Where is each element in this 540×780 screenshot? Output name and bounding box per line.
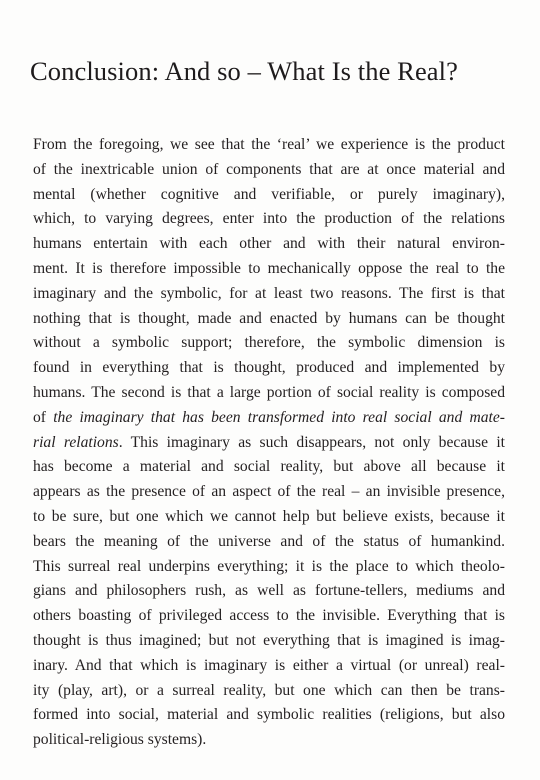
italic-phrase: the imaginary that has been transformed into real social and mate- <box>53 408 505 426</box>
paragraph-line: ment. It is therefore impossible to mechanically oppose the real to the <box>33 259 505 277</box>
paragraph-line: others boasting of privileged access to the invisible. Everything that is <box>33 607 505 625</box>
paragraph-line: bears the meaning of the universe and of the status of humankind. <box>33 532 505 550</box>
paragraph-line: which, to varying degrees, enter into the production of the relations <box>33 210 505 228</box>
paragraph-line: thought is thus imagined; but not everything that is imagined is imag- <box>33 631 505 649</box>
paragraph-line: humans. The second is that a large portion of social reality is composed <box>33 383 505 401</box>
paragraph-line: humans entertain with each other and with their natural environ- <box>33 235 505 253</box>
italic-phrase: rial relations <box>33 433 119 451</box>
paragraph-line: This surreal real underpins everything; it is the place to which theolo- <box>33 557 505 575</box>
paragraph-line: to be sure, but one which we cannot help but believe exists, because it <box>33 507 505 525</box>
paragraph-line: From the foregoing, we see that the ‘real’ we experience is the product <box>33 136 505 153</box>
paragraph-line: appears as the presence of an aspect of the real – an invisible presence, <box>33 483 505 501</box>
paragraph-line-italic <box>33 406 505 431</box>
paragraph-line-last: political-religious systems). <box>33 731 207 749</box>
paragraph-line: has become a material and social reality, but above all because it <box>33 458 505 476</box>
paragraph-line: formed into social, material and symbolic realities (religions, but also <box>33 706 505 724</box>
paragraph-line: mental (whether cognitive and verifiable, or purely imaginary), <box>33 185 505 203</box>
chapter-heading: Conclusion: And so – What Is the Real? <box>30 56 458 86</box>
paragraph-line: found in everything that is thought, produced and implemented by <box>33 359 505 377</box>
paragraph-line: of the inextricable union of components that are at once material and <box>33 160 505 178</box>
paragraph-line: ity (play, art), or a surreal reality, but one which can then be trans- <box>33 681 505 699</box>
line-prefix: of <box>33 408 54 426</box>
paragraph-line: without a symbolic support; therefore, the symbolic dimension is <box>33 334 505 352</box>
paragraph-line-italic <box>33 431 505 456</box>
paragraph-line: gians and philosophers rush, as well as fortune-tellers, mediums and <box>33 582 505 600</box>
line-suffix: . This imaginary as such disappears, not only because it <box>118 433 505 451</box>
paragraph-line: imaginary and the symbolic, for at least two reasons. The first is that <box>33 284 505 302</box>
body-paragraph <box>33 133 505 753</box>
paragraph-line: nothing that is thought, made and enacted by humans can be thought <box>33 309 505 327</box>
paragraph-line: inary. And that which is imaginary is either a virtual (or unreal) real- <box>33 656 505 674</box>
